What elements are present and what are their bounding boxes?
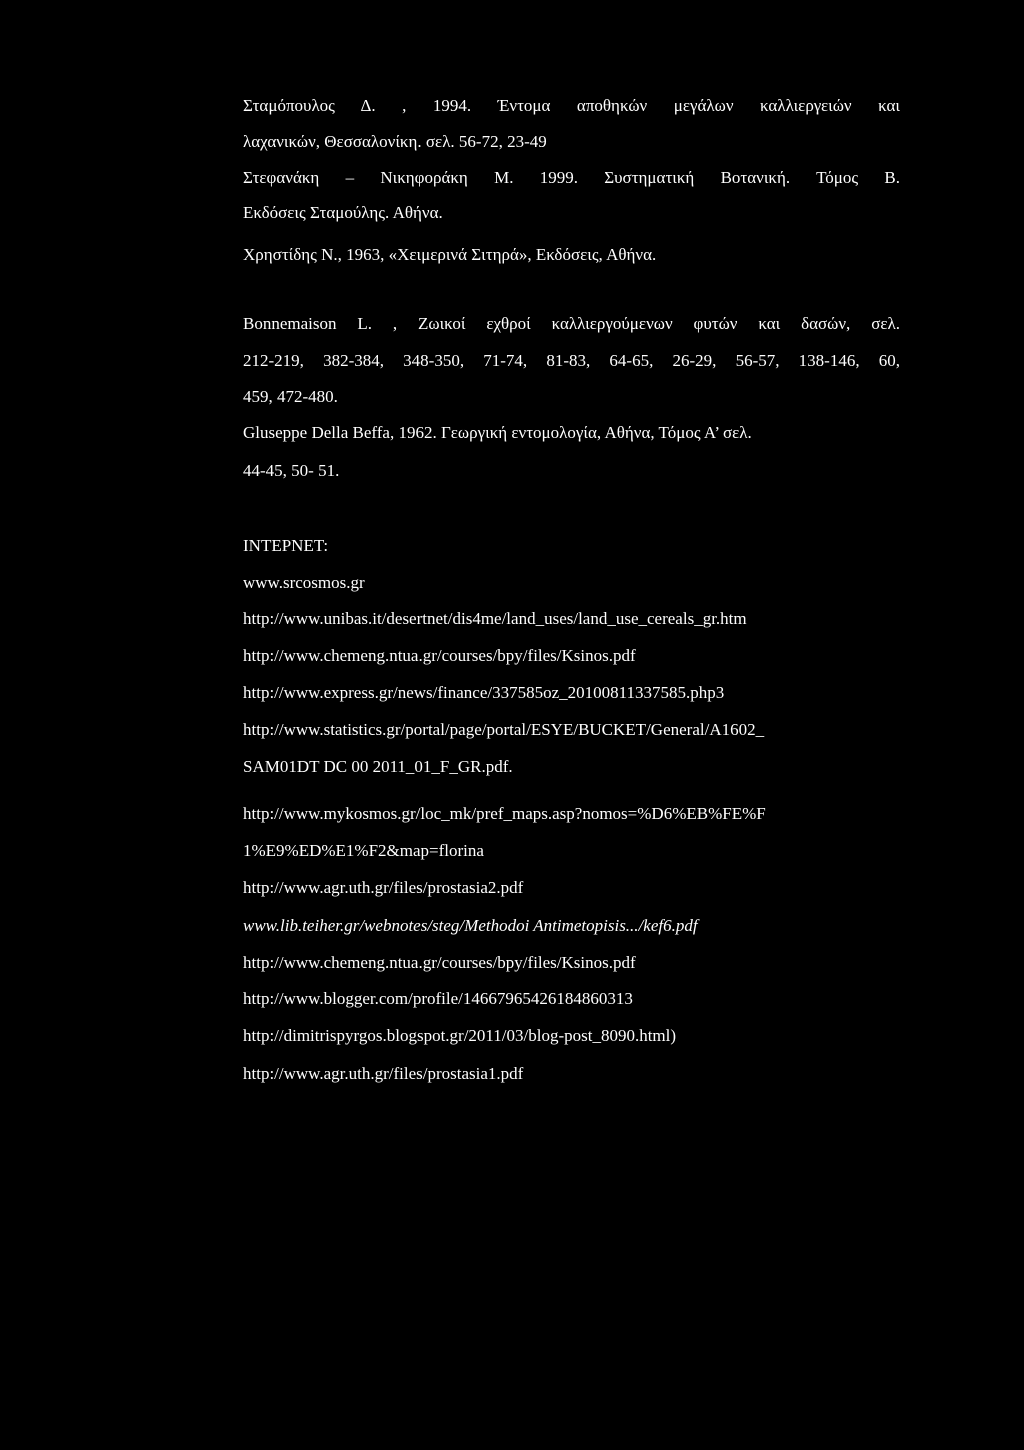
reference-line: 44-45, 50- 51.	[243, 461, 340, 480]
reference-line: Σταμόπουλος Δ. , 1994. Έντομα αποθηκών μεγάλων καλλιεργειών και	[243, 96, 900, 115]
internet-link[interactable]: www.lib.teiher.gr/webnotes/steg/Methodoi Antimetopisis.../kef6.pdf	[243, 916, 698, 935]
internet-link[interactable]: SAM01DT DC 00 2011_01_F_GR.pdf.	[243, 757, 513, 776]
reference-line: Στεφανάκη – Νικηφοράκη Μ. 1999. Συστηματική Βοτανική. Τόμος Β.	[243, 168, 900, 187]
internet-link[interactable]: http://www.chemeng.ntua.gr/courses/bpy/files/Ksinos.pdf	[243, 953, 636, 972]
internet-link[interactable]: http://www.agr.uth.gr/files/prostasia1.pdf	[243, 1064, 524, 1083]
internet-link[interactable]: 1%E9%ED%E1%F2&map=florina	[243, 841, 484, 860]
internet-link[interactable]: http://www.express.gr/news/finance/337585oz_20100811337585.php3	[243, 683, 725, 702]
internet-link[interactable]: http://www.agr.uth.gr/files/prostasia2.pdf	[243, 878, 524, 897]
internet-heading: ΙΝΤΕΡΝΕΤ:	[243, 536, 329, 555]
internet-link[interactable]: http://www.mykosmos.gr/loc_mk/pref_maps.asp?nomos=%D6%EB%FE%F	[243, 804, 766, 823]
internet-link[interactable]: http://www.statistics.gr/portal/page/portal/ESYE/BUCKET/General/A1602_	[243, 720, 765, 739]
internet-link[interactable]: http://www.unibas.it/desertnet/dis4me/land_uses/land_use_cereals_gr.htm	[243, 609, 747, 628]
reference-line: Bonnemaison L. , Ζωικοί εχθροί καλλιεργούμενων φυτών και δασών, σελ.	[243, 314, 900, 333]
reference-line: λαχανικών, Θεσσαλονίκη. σελ. 56-72, 23-49	[243, 132, 547, 151]
reference-line: 212-219, 382-384, 348-350, 71-74, 81-83, 64-65, 26-29, 56-57, 138-146, 60,	[243, 351, 900, 370]
reference-line: 459, 472-480.	[243, 387, 338, 406]
reference-line: Εκδόσεις Σταμούλης. Αθήνα.	[243, 203, 443, 222]
internet-link[interactable]: http://dimitrispyrgos.blogspot.gr/2011/03/blog-post_8090.html)	[243, 1026, 677, 1045]
internet-link[interactable]: http://www.blogger.com/profile/14667965426184860313	[243, 989, 633, 1008]
internet-link[interactable]: www.srcosmos.gr	[243, 573, 365, 592]
reference-line: Χρηστίδης Ν., 1963, «Χειμερινά Σιτηρά», Εκδόσεις, Αθήνα.	[243, 245, 657, 264]
reference-line: Gluseppe Della Beffa, 1962. Γεωργική εντομολογία, Αθήνα, Τόμος Α’ σελ.	[243, 423, 752, 442]
internet-link[interactable]: http://www.chemeng.ntua.gr/courses/bpy/files/Ksinos.pdf	[243, 646, 636, 665]
